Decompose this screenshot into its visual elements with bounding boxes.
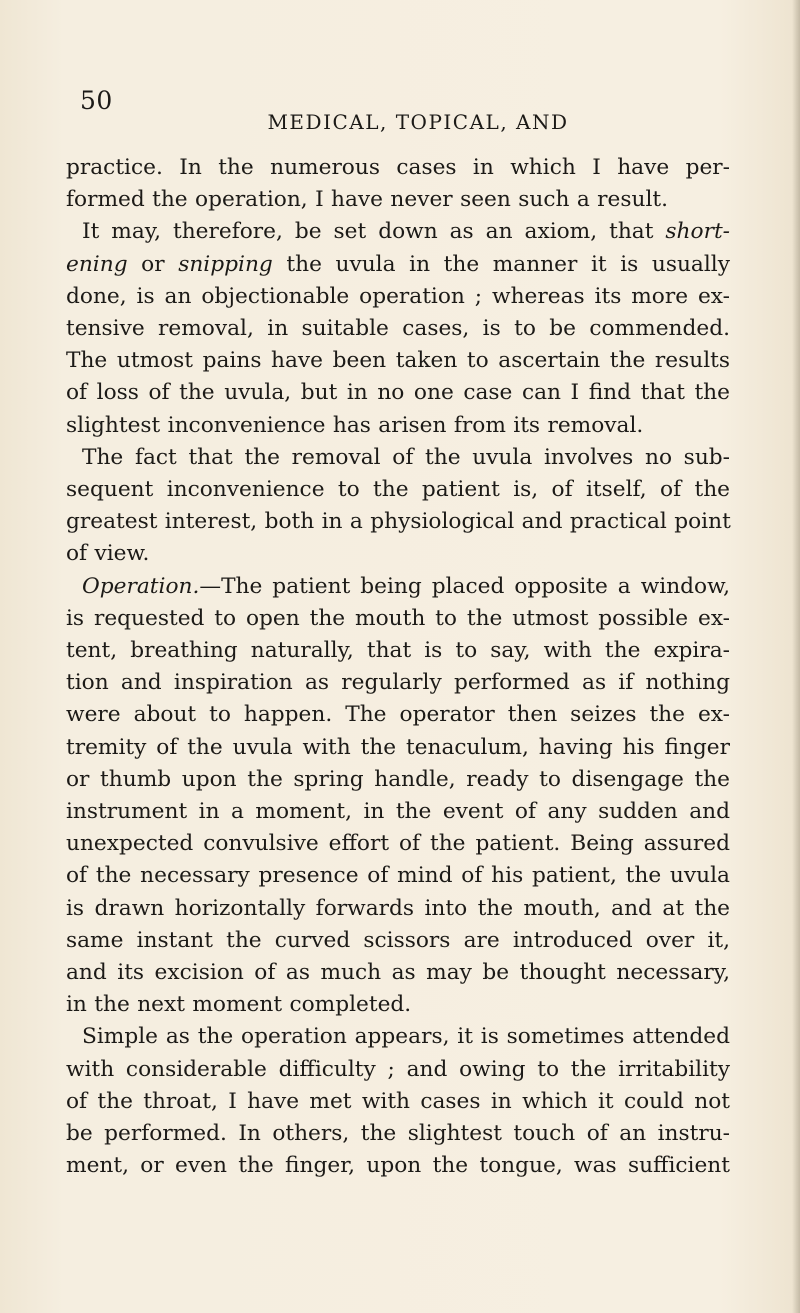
text-line: practice. In the numerous cases in which I have per- [66,155,730,180]
text-line: of loss of the uvula, but in no one case can I find that the [66,380,730,406]
text-line: formed the operation, I have never seen such a result. [66,187,668,213]
text-line: is drawn horizontally forwards into the mouth, and at the [66,895,730,921]
text-line: ment, or even the finger, upon the tongue, was sufficient [66,1153,730,1179]
text-line: done, is an objectionable operation ; whereas its more ex- [66,283,730,309]
text-line: and its excision of as much as may be thought necessary, [66,960,730,986]
body-text [66,152,730,1183]
page-number: 50 [80,86,113,115]
text-line [66,571,730,603]
text-line: is requested to open the mouth to the utmost possible ex- [66,605,730,631]
text-line: instrument in a moment, in the event of any sudden and [66,799,730,825]
text-line: tion and inspiration as regularly performed as if nothing [66,670,730,696]
text-line: The fact that the removal of the uvula involves no sub- [82,444,730,470]
paragraph [66,571,730,1022]
text-line: of the throat, I have met with cases in which it could not [66,1088,730,1114]
paragraph [66,442,730,571]
text-line: Simple as the operation appears, it is sometimes attended [82,1024,730,1050]
text-line: unexpected convulsive effort of the patient. Being assured [66,831,730,857]
text-line: with considerable difficulty ; and owing to the irritability [66,1056,730,1082]
text-span: It may, therefore, be set down as an axiom, that [82,219,666,245]
text-span: the uvula in the manner it is usually [272,251,730,277]
text-line: were about to happen. The operator then seizes the ex- [66,702,730,728]
paragraph [66,152,730,216]
text-line: or thumb upon the spring handle, ready to disengage the [66,766,730,792]
text-line: same instant the curved scissors are introduced over it, [66,927,730,953]
text-line: tensive removal, in suitable cases, is to be commended. [66,316,730,342]
paragraph [66,216,730,441]
text-line: of the necessary presence of mind of his patient, the uvula [66,863,730,889]
text-line [66,216,730,248]
text-line: slightest inconvenience has arisen from its removal. [66,412,644,438]
paragraph [66,1021,730,1182]
text-line [66,249,730,281]
text-line: The utmost pains have been taken to ascertain the results [66,348,730,374]
text-line: of view. [66,541,150,567]
italic-span: snipping [178,251,273,277]
text-span: or [127,251,179,277]
text-line: tent, breathing naturally, that is to say, with the expira- [66,638,730,664]
text-line: greatest interest, both in a physiological and practical point [66,509,731,535]
italic-span: short- [665,219,730,245]
italic-span: Operation. [82,573,200,599]
page-edge-shadow [792,0,800,1313]
text-line: in the next moment completed. [66,992,412,1018]
text-span: —The patient being placed opposite a window, [199,573,730,599]
text-line: tremity of the uvula with the tenaculum, having his finger [66,734,730,760]
text-line: sequent inconvenience to the patient is, of itself, of the [66,477,730,503]
italic-span: ening [66,251,128,277]
text-line: be performed. In others, the slightest touch of an instru- [66,1121,730,1147]
running-head: MEDICAL, TOPICAL, AND [267,110,569,134]
